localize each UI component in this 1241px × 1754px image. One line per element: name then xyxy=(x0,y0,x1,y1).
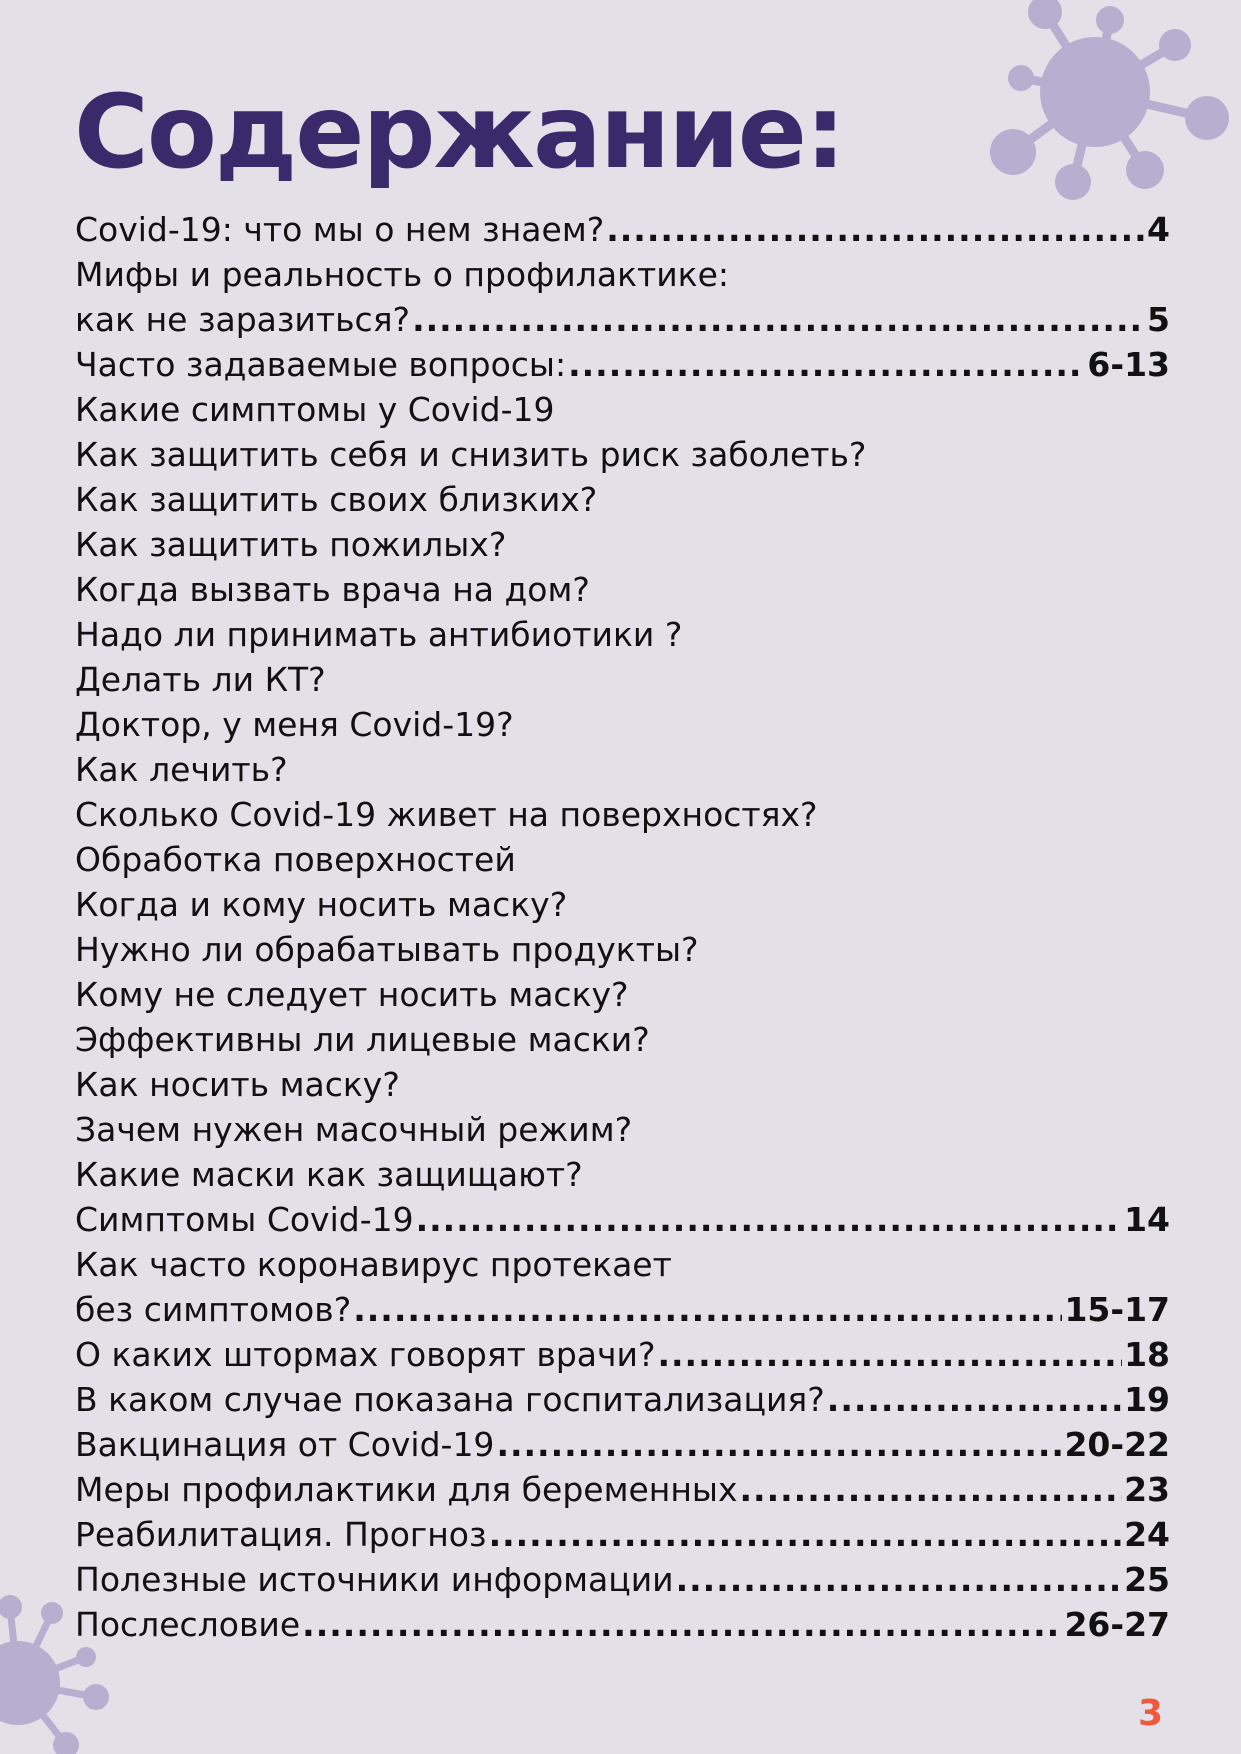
table-of-contents xyxy=(75,207,1170,1647)
toc-entry-page: 25 xyxy=(1124,1560,1170,1599)
toc-entry xyxy=(75,1062,1170,1107)
toc-entry-title: В каком случае показана госпитализация? xyxy=(75,1380,825,1419)
toc-entry xyxy=(75,1557,1170,1602)
toc-entry xyxy=(75,1152,1170,1197)
toc-entry-page: 5 xyxy=(1147,300,1170,339)
toc-entry-title: Зачем нужен масочный режим? xyxy=(75,1110,633,1149)
toc-entry xyxy=(75,432,1170,477)
toc-entry-title: Кому не следует носить маску? xyxy=(75,975,629,1014)
toc-entry-title: Надо ли принимать антибиотики ? xyxy=(75,615,683,654)
toc-entry-page: 26-27 xyxy=(1064,1605,1170,1644)
dot-leader xyxy=(412,297,1145,342)
toc-entry-title: Когда вызвать врача на дом? xyxy=(75,570,590,609)
toc-entry-title: Делать ли КТ? xyxy=(75,660,326,699)
toc-entry-title: Нужно ли обрабатывать продукты? xyxy=(75,930,699,969)
toc-entry xyxy=(75,342,1170,387)
dot-leader xyxy=(740,1467,1123,1512)
dot-leader xyxy=(489,1512,1123,1557)
toc-entry-title: Эффективны ли лицевые маски? xyxy=(75,1020,650,1059)
virus-illustration-icon xyxy=(975,0,1241,210)
toc-entry xyxy=(75,1467,1170,1512)
toc-entry-title: Часто задаваемые вопросы: xyxy=(75,345,567,384)
toc-entry xyxy=(75,207,1170,252)
toc-entry xyxy=(75,252,1170,297)
toc-entry-page: 15-17 xyxy=(1064,1290,1170,1329)
toc-entry-page: 14 xyxy=(1124,1200,1170,1239)
toc-entry xyxy=(75,477,1170,522)
page-number: 3 xyxy=(1138,1693,1164,1734)
toc-entry-title: Симптомы Covid-19 xyxy=(75,1200,414,1239)
toc-entry xyxy=(75,1107,1170,1152)
toc-entry xyxy=(75,1422,1170,1467)
toc-entry-title: Реабилитация. Прогноз xyxy=(75,1515,487,1554)
toc-entry-title: без симптомов? xyxy=(75,1290,352,1329)
toc-entry-title: О каких штормах говорят врачи? xyxy=(75,1335,656,1374)
toc-entry-title: Как защитить пожилых? xyxy=(75,525,507,564)
toc-entry-title: Послесловие xyxy=(75,1605,301,1644)
toc-entry-title: Какие маски как защищают? xyxy=(75,1155,583,1194)
toc-entry-title: Мифы и реальность о профилактике: xyxy=(75,255,730,294)
toc-entry-title: как не заразиться? xyxy=(75,300,411,339)
dot-leader xyxy=(606,207,1145,252)
toc-entry xyxy=(75,387,1170,432)
toc-entry xyxy=(75,747,1170,792)
toc-entry-title: Как защитить себя и снизить риск заболеть? xyxy=(75,435,867,474)
toc-entry xyxy=(75,612,1170,657)
toc-entry xyxy=(75,927,1170,972)
toc-entry-page: 6-13 xyxy=(1087,345,1170,384)
toc-entry xyxy=(75,837,1170,882)
toc-entry-title: Полезные источники информации xyxy=(75,1560,674,1599)
toc-entry xyxy=(75,1242,1170,1287)
toc-entry-title: Обработка поверхностей xyxy=(75,840,516,879)
dot-leader xyxy=(827,1377,1122,1422)
toc-entry xyxy=(75,1512,1170,1557)
toc-entry xyxy=(75,1017,1170,1062)
toc-entry-page: 19 xyxy=(1124,1380,1170,1419)
toc-entry-title: Какие симптомы у Covid-19 xyxy=(75,390,555,429)
dot-leader xyxy=(302,1602,1062,1647)
toc-entry xyxy=(75,1602,1170,1647)
toc-entry xyxy=(75,702,1170,747)
toc-entry-page: 18 xyxy=(1124,1335,1170,1374)
toc-entry-page: 4 xyxy=(1147,210,1170,249)
toc-entry xyxy=(75,567,1170,612)
toc-entry xyxy=(75,1287,1170,1332)
toc-entry-title: Как носить маску? xyxy=(75,1065,400,1104)
dot-leader xyxy=(416,1197,1122,1242)
toc-entry xyxy=(75,972,1170,1017)
toc-entry-title: Доктор, у меня Covid-19? xyxy=(75,705,514,744)
toc-entry-page: 23 xyxy=(1124,1470,1170,1509)
toc-entry xyxy=(75,1377,1170,1422)
toc-entry xyxy=(75,522,1170,567)
toc-entry-title: Меры профилактики для беременных xyxy=(75,1470,738,1509)
toc-entry-title: Сколько Covid-19 живет на поверхностях? xyxy=(75,795,818,834)
toc-entry-title: Covid-19: что мы о нем знаем? xyxy=(75,210,605,249)
toc-entry xyxy=(75,657,1170,702)
dot-leader xyxy=(676,1557,1122,1602)
dot-leader xyxy=(568,342,1085,387)
toc-entry xyxy=(75,882,1170,927)
toc-entry xyxy=(75,792,1170,837)
page-title: Содержание: xyxy=(74,73,844,192)
toc-entry-title: Как лечить? xyxy=(75,750,288,789)
toc-entry-page: 20-22 xyxy=(1064,1425,1170,1464)
toc-entry xyxy=(75,297,1170,342)
toc-entry-title: Вакцинация от Covid-19 xyxy=(75,1425,495,1464)
dot-leader xyxy=(657,1332,1122,1377)
toc-entry-title: Как защитить своих близких? xyxy=(75,480,598,519)
toc-entry xyxy=(75,1332,1170,1377)
toc-entry-page: 24 xyxy=(1124,1515,1170,1554)
toc-entry-title: Когда и кому носить маску? xyxy=(75,885,568,924)
dot-leader xyxy=(353,1287,1062,1332)
toc-entry-title: Как часто коронавирус протекает xyxy=(75,1245,672,1284)
dot-leader xyxy=(496,1422,1062,1467)
toc-entry xyxy=(75,1197,1170,1242)
